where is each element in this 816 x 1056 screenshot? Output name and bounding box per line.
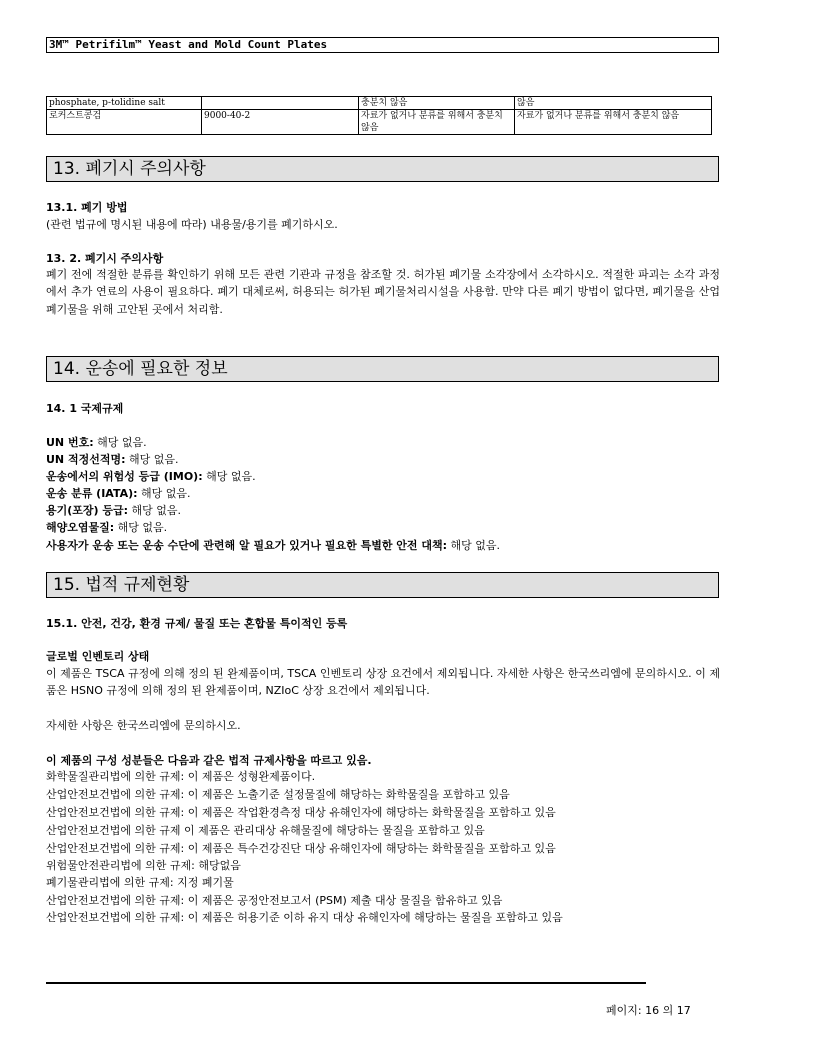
subsection-13-2-heading: 13. 2. 폐기시 주의사항	[46, 252, 164, 265]
transport-label: 운송 분류 (IATA):	[46, 487, 138, 500]
transport-item	[46, 485, 191, 502]
subsection-14-1-heading: 14. 1 국제규제	[46, 402, 124, 415]
transport-item	[46, 537, 500, 554]
table-cell: phosphate, p-tolidine salt	[47, 97, 202, 110]
transport-item	[46, 434, 147, 451]
regulations-heading: 이 제품의 구성 성분들은 다음과 같은 법적 규제사항을 따르고 있음.	[46, 754, 372, 767]
table-row	[47, 110, 712, 135]
section-13-heading: 13. 폐기시 주의사항	[46, 156, 719, 182]
table-cell: 자료가 없거나 분류를 위해서 충분치 않음	[359, 110, 515, 135]
transport-label: 용기(포장) 등급:	[46, 504, 129, 517]
regulation-line: 폐기물관리법에 의한 규제: 지정 폐기물	[46, 876, 234, 889]
regulation-line: 산업안전보건법에 의한 규제: 이 제품은 특수건강진단 대상 유해인자에 해당하는 화학물질을 포함하고 있음	[46, 842, 556, 855]
transport-value: 해당 없음.	[125, 453, 179, 466]
regulation-line: 산업안전보건법에 의한 규제: 이 제품은 공정안전보고서 (PSM) 제출 대상 물질을 함유하고 있음	[46, 894, 503, 907]
regulation-line: 산업안전보건법에 의한 규제 이 제품은 관리대상 유해물질에 해당하는 물질을 포함하고 있음	[46, 824, 485, 837]
transport-label: UN 번호:	[46, 436, 94, 449]
subsection-15-1-heading: 15.1. 안전, 건강, 환경 규제/ 물질 또는 혼합물 특이적인 등록	[46, 617, 348, 630]
transport-label: 운송에서의 위험성 등급 (IMO):	[46, 470, 203, 483]
regulation-line: 산업안전보건법에 의한 규제: 이 제품은 노출기준 설정물질에 해당하는 화학물질을 포함하고 있음	[46, 788, 510, 801]
transport-label: UN 적정선적명:	[46, 453, 126, 466]
document-header: 3M™ Petrifilm™ Yeast and Mold Count Plates	[46, 37, 719, 53]
transport-value: 해당 없음.	[202, 470, 256, 483]
section-15-heading: 15. 법적 규제현황	[46, 572, 719, 598]
page-number: 페이지: 16 의 17	[606, 1004, 691, 1017]
subsection-13-1-heading: 13.1. 폐기 방법	[46, 201, 128, 214]
regulation-line: 산업안전보건법에 의한 규제: 이 제품은 허용기준 이하 유지 대상 유해인자에 해당하는 물질을 포함하고 있음	[46, 911, 563, 924]
footer-divider	[46, 982, 646, 984]
disposal-method-text: (관련 법규에 명시된 내용에 따라) 내용물/용기를 폐기하시오.	[46, 218, 338, 231]
transport-item	[46, 451, 179, 468]
table-cell: 자료가 없거나 분류를 위해서 충분치 않음	[515, 110, 712, 135]
inventory-contact-text: 자세한 사항은 한국쓰리엠에 문의하시오.	[46, 719, 241, 732]
transport-value: 해당 없음.	[137, 487, 191, 500]
regulation-line: 위험물안전관리법에 의한 규제: 해당없음	[46, 859, 241, 872]
table-cell: 9000-40-2	[202, 110, 359, 135]
regulation-line: 화학물질관리법에 의한 규제: 이 제품은 성형완제품이다.	[46, 770, 316, 783]
transport-item	[46, 502, 181, 519]
table-cell: 않음	[515, 97, 712, 110]
transport-value: 해당 없음.	[447, 539, 501, 552]
section-14-heading: 14. 운송에 필요한 정보	[46, 356, 719, 382]
inventory-status-text: 이 제품은 TSCA 규정에 의해 정의 된 완제품이며, TSCA 인벤토리 상장 요건에서 제외됩니다. 자세한 사항은 한국쓰리엠에 문의하시오. 이 제품은 HSNO 규정에 의해 정의 된 완제품이며, NZIoC 상장 요건에서 제외됩니다.	[46, 667, 720, 698]
disposal-precautions-text: 폐기 전에 적절한 분류를 확인하기 위해 모든 관련 기관과 규정을 참조할 것. 허가된 폐기물 소각장에서 소각하시오. 적절한 파괴는 소각 과정에서 추가 연료의 사용이 필요하다. 폐기 대체로써, 허용되는 허가된 폐기물처리시설을 사용함. 만약 다른 폐기 방법이 없다면, 폐기물을 산업 폐기물을 위해 고안된 곳에서 처리함.	[46, 268, 720, 316]
table-cell: 로커스트콩검	[47, 110, 202, 135]
table-row	[47, 97, 712, 110]
regulation-line: 산업안전보건법에 의한 규제: 이 제품은 작업환경측정 대상 유해인자에 해당하는 화학물질을 포함하고 있음	[46, 806, 556, 819]
transport-value: 해당 없음.	[93, 436, 147, 449]
inventory-status-heading: 글로벌 인벤토리 상태	[46, 650, 150, 663]
table-cell: 충분치 않음	[359, 97, 515, 110]
transport-item	[46, 519, 167, 536]
transport-label: 해양오염물질:	[46, 521, 115, 534]
composition-table	[46, 96, 712, 135]
transport-label: 사용자가 운송 또는 운송 수단에 관련해 알 필요가 있거나 필요한 특별한 안전 대책:	[46, 539, 448, 552]
table-cell	[202, 97, 359, 110]
transport-value: 해당 없음.	[114, 521, 168, 534]
transport-item	[46, 468, 256, 485]
transport-value: 해당 없음.	[128, 504, 182, 517]
